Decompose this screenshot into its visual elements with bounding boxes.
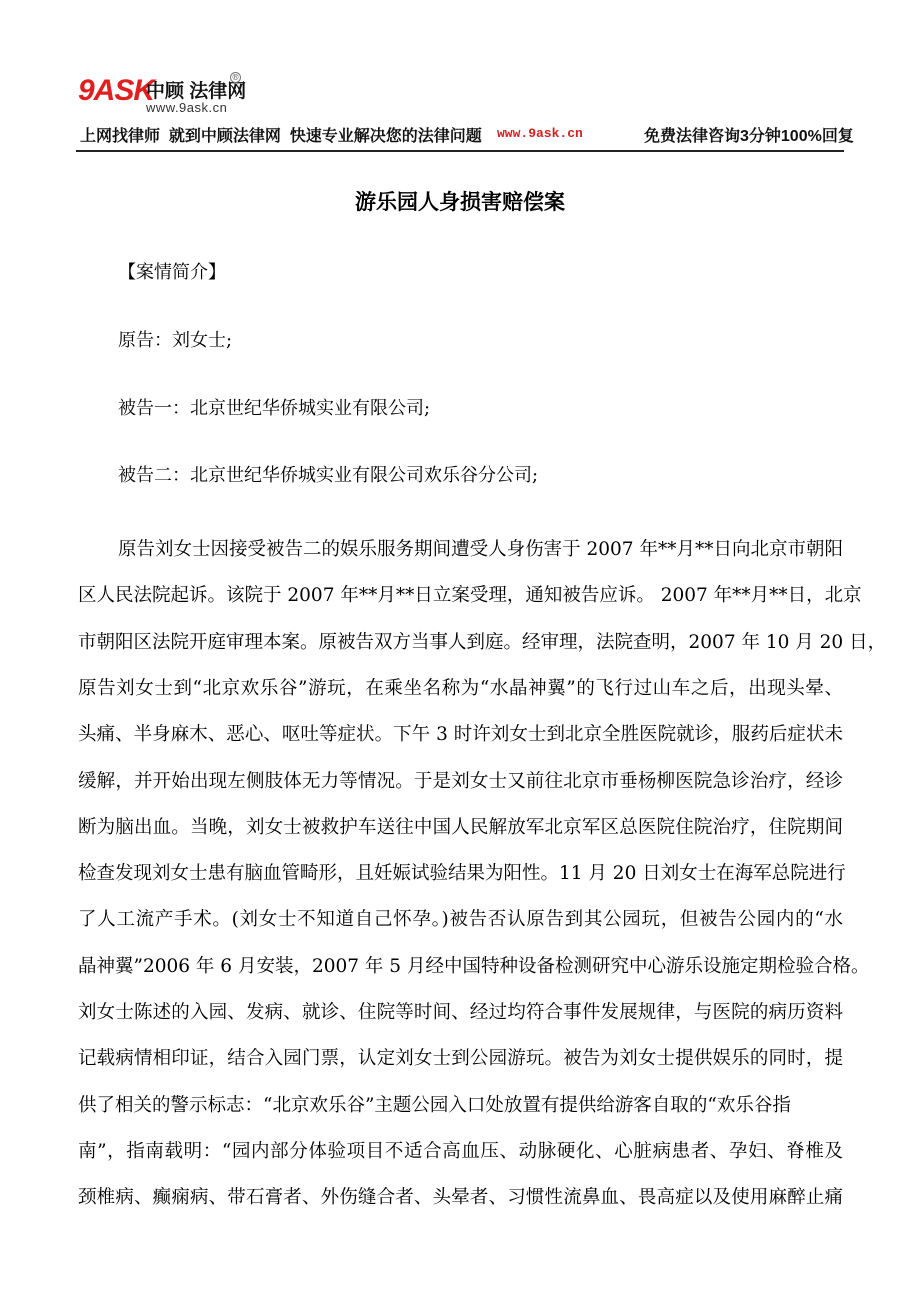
body-line: 区人民法院起诉。该院于 2007 年**月**日立案受理，通知被告应诉。 2007 年**月**日，北京 [78,585,862,607]
body-line: 检查发现刘女士患有脑血管畸形，且妊娠试验结果为阳性。11 月 20 日刘女士在海军总院进行 [78,863,846,885]
registered-icon: ® [231,73,240,82]
body-line: 断为脑出血。当晚，刘女士被救护车送往中国人民解放军北京军区总医院住院治疗，住院期间 [78,816,843,838]
defendant-2-line: 被告二：北京世纪华侨城实业有限公司欢乐谷分公司; [118,465,539,486]
body-line: 原告刘女士因接受被告二的娱乐服务期间遭受人身伤害于 2007 年**月**日向北京市朝阳 [118,539,843,560]
logo-mark: 9ASK [78,74,155,107]
body-line: 缓解，并开始出现左侧肢体无力等情况。于是刘女士又前往北京市垂杨柳医院急诊治疗，经诊 [78,770,843,792]
defendant-1-line: 被告一：北京世纪华侨城实业有限公司; [118,398,431,419]
logo-url: www.9ask.cn [146,100,228,115]
header-tagline: 上网找律师 就到中顾法律网 快速专业解决您的法律问题 [80,128,482,145]
body-line: 刘女士陈述的入园、发病、就诊、住院等时间、经过均符合事件发展规律，与医院的病历资料 [78,1002,843,1023]
body-line: 晶神翼”2006 年 6 月安装，2007 年 5 月经中国特种设备检测研究中心游乐设施定期检验合格。 [78,955,870,977]
body-line: 记载病情相印证，结合入园门票，认定刘女士到公园游玩。被告为刘女士提供娱乐的同时，提 [78,1048,843,1070]
body-line: 颈椎病、癫痫病、带石膏者、外伤缝合者、头晕者、习惯性流鼻血、畏高症以及使用麻醉止痛 [78,1187,843,1209]
section-heading: 【案情简介】 [118,262,226,283]
body-line: 头痛、半身麻木、恶心、呕吐等症状。下午 3 时许刘女士到北京全胜医院就诊，服药后症状未 [78,724,843,746]
header-divider [76,150,844,152]
document-title: 游乐园人身损害赔偿案 [355,189,565,214]
site-url-link[interactable]: www.9ask.cn [497,126,583,141]
body-line: 市朝阳区法院开庭审理本案。原被告双方当事人到庭。经审理，法院查明，2007 年 10 月 20 日， [78,631,887,653]
site-logo[interactable] [78,72,258,120]
logo-name: 中顾 法律网 [146,81,247,102]
free-consult-text: 免费法律咨询3分钟100%回复 [644,128,854,145]
body-line: 原告刘女士到“北京欢乐谷”游玩，在乘坐名称为“水晶神翼”的飞行过山车之后，出现头晕、 [78,677,843,699]
body-line: 了人工流产手术。(刘女士不知道自己怀孕。)被告否认原告到其公园玩，但被告公园内的“水 [78,909,843,931]
body-line: 南”，指南载明：“园内部分体验项目不适合高血压、动脉硬化、心脏病患者、孕妇、脊椎及 [78,1140,843,1162]
plaintiff-line: 原告：刘女士; [118,330,233,351]
body-line: 供了相关的警示标志：“北京欢乐谷”主题公园入口处放置有提供给游客自取的“欢乐谷指 [78,1094,791,1116]
